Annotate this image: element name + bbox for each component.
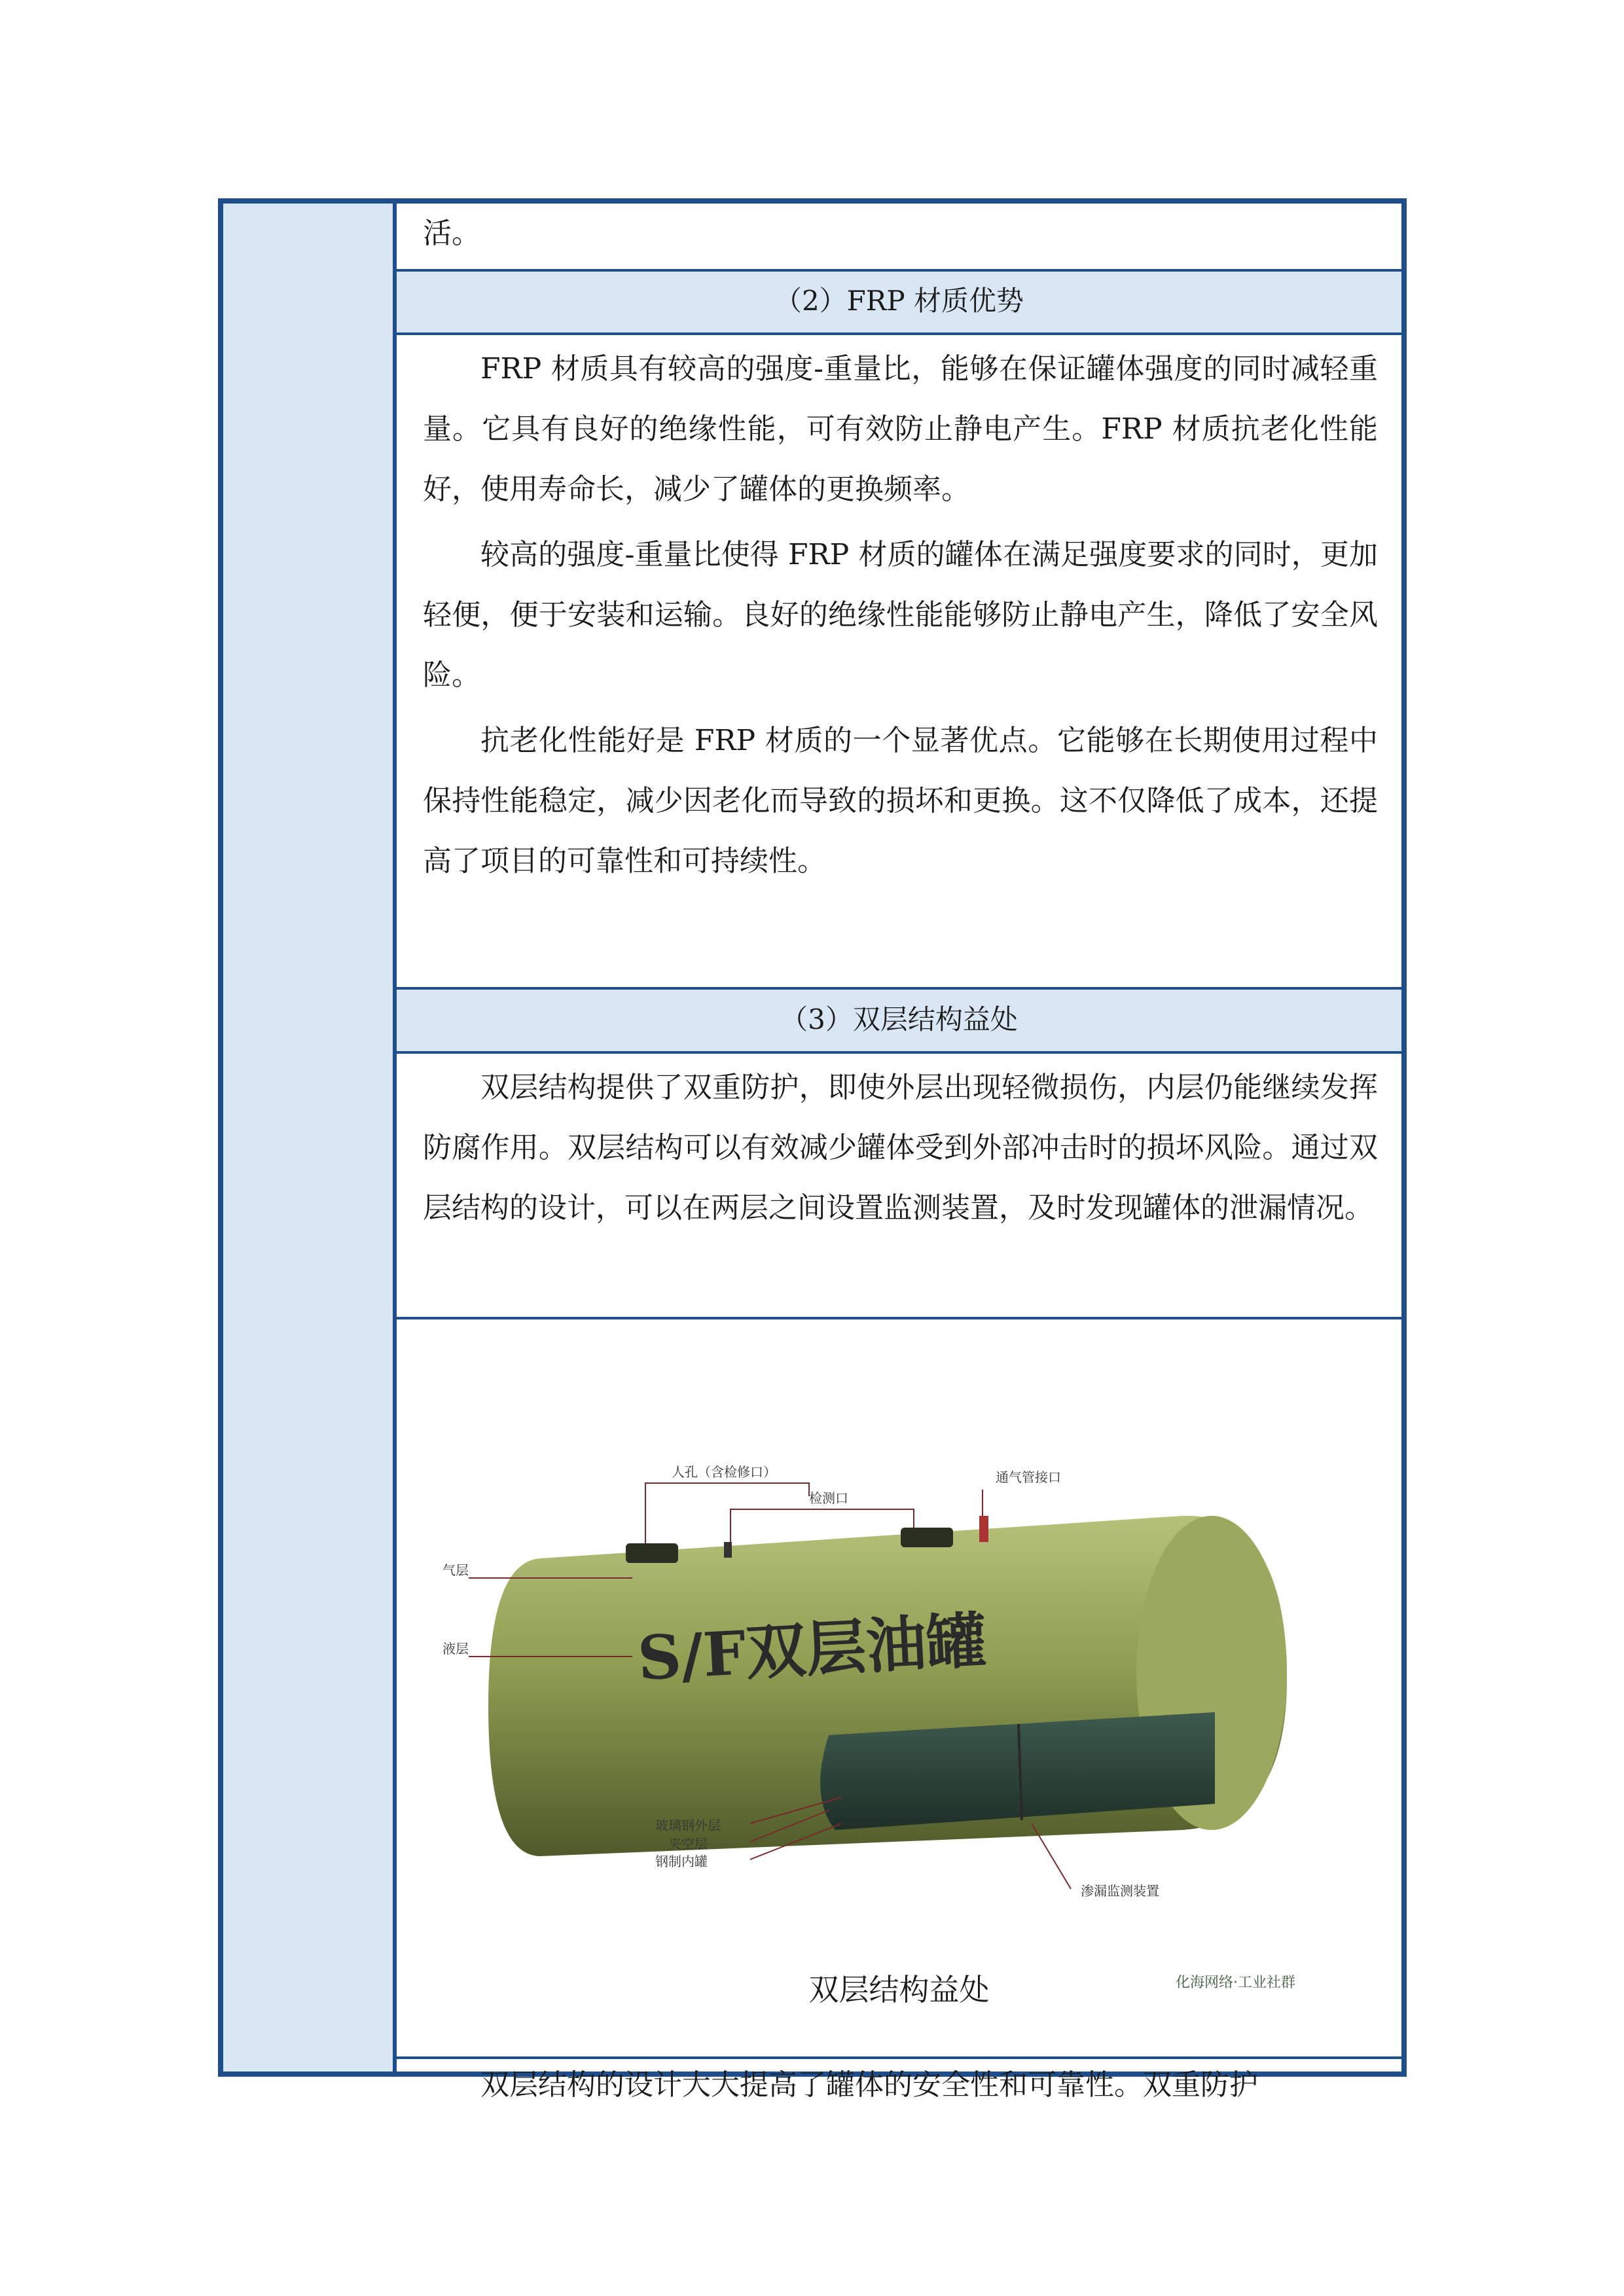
manhole-left bbox=[626, 1543, 678, 1563]
paragraph: 双层结构的设计大大提高了罐体的安全性和可靠性。双重防护 bbox=[480, 2068, 1258, 2102]
final-cell bbox=[397, 2059, 1401, 2102]
section-body-double-layer bbox=[397, 1054, 1401, 1319]
annotation: 检测口 bbox=[809, 1490, 848, 1506]
annotation: 夹空层 bbox=[668, 1836, 708, 1852]
paragraph: 抗老化性能好是 FRP 材质的一个显著优点。它能够在长期使用过程中保持性能稳定，减少因老化而导致的损坏和更换。这不仅降低了成本，还提高了项目的可靠性和可持续性。 bbox=[423, 724, 1378, 878]
section-heading-text: （3）双层结构益处 bbox=[780, 1003, 1018, 1035]
figure-cell bbox=[397, 1319, 1401, 2059]
right-column bbox=[397, 204, 1401, 2102]
paragraph: FRP 材质具有较高的强度-重量比，能够在保证罐体强度的同时减轻重量。它具有良好的绝缘性能，可有效防止静电产生。FRP 材质抗老化性能好，使用寿命长，减少了罐体的更换频率。 bbox=[423, 352, 1378, 506]
figure-caption: 双层结构益处 bbox=[808, 1972, 990, 2007]
annotation: 液层 bbox=[442, 1641, 469, 1657]
section-heading-text: （2）FRP 材质优势 bbox=[774, 285, 1024, 317]
manhole-right bbox=[901, 1528, 953, 1547]
paragraph: 双层结构提供了双重防护，即使外层出现轻微损伤，内层仍能继续发挥防腐作用。双层结构可以有效减少罐体受到外部冲击时的损坏风险。通过双层结构的设计，可以在两层之间设置监测装置，及时发现罐体的泄漏情况。 bbox=[423, 1071, 1378, 1225]
annotation: 气层 bbox=[442, 1562, 469, 1578]
watermark: 化海网络·工业社群 bbox=[1176, 1975, 1295, 1991]
annotation: 人孔（含检修口） bbox=[672, 1464, 776, 1480]
paragraph: 较高的强度-重量比使得 FRP 材质的罐体在满足强度要求的同时，更加轻便，便于安装和运输。良好的绝缘性能能够防止静电产生，降低了安全风险。 bbox=[423, 538, 1378, 692]
left-column bbox=[223, 204, 397, 2072]
continuation-cell bbox=[397, 204, 1401, 272]
annotation: 钢制内罐 bbox=[655, 1854, 708, 1869]
section-body-frp bbox=[397, 335, 1401, 990]
tank-title: S/F双层油罐 bbox=[636, 1605, 988, 1694]
section-heading-double-layer bbox=[397, 990, 1401, 1054]
annotation: 玻璃钢外层 bbox=[655, 1818, 721, 1833]
section-heading-frp bbox=[397, 272, 1401, 335]
annotation: 通气管接口 bbox=[996, 1469, 1061, 1485]
annotation: 渗漏监测装置 bbox=[1081, 1883, 1159, 1899]
content-table bbox=[218, 198, 1407, 2102]
continuation-text: 活。 bbox=[423, 217, 480, 250]
